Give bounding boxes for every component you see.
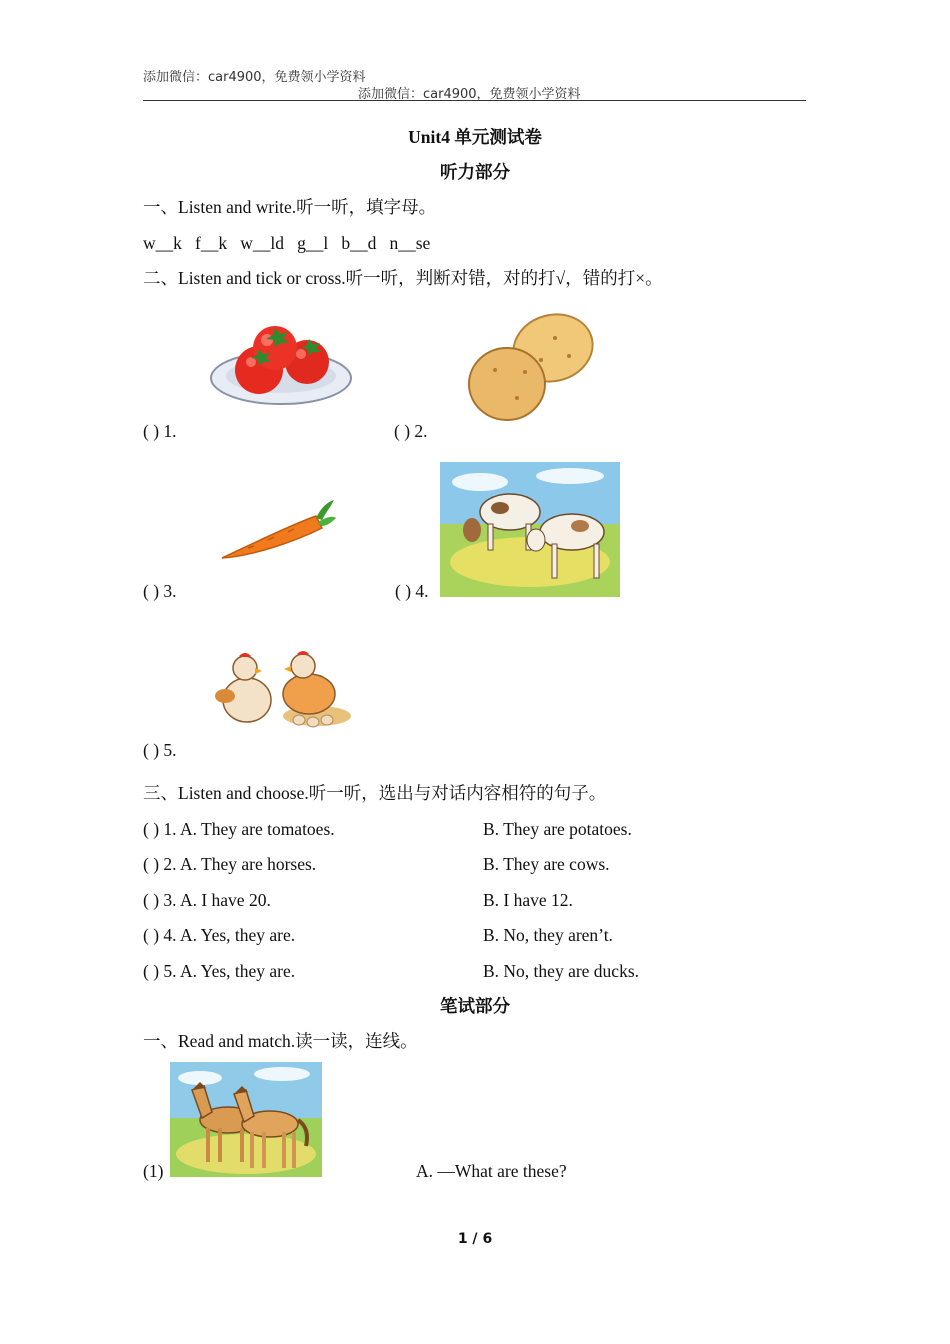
horses-in-field-icon [170,1062,322,1177]
header-watermark-1: 添加微信：car4900，免费领小学资料 [143,70,366,85]
page-number [0,1231,950,1247]
tomatoes-on-plate-icon [209,318,354,408]
section3-instruction: 三、Listen and choose.听一听，选出与对话内容相符的句子。 [143,783,607,803]
tick-item-2-label: ( ) 2. [394,421,428,441]
tick-item-1-label: ( ) 1. [143,421,177,441]
tick-item-3-label: ( ) 3. [143,581,177,601]
carrot-icon [218,498,338,564]
tick-item-4-label: ( ) 4. [395,581,429,601]
choice-q3-option-b: B. I have 12. [483,890,573,910]
hens-with-eggs-icon [207,650,353,732]
section1-instruction: 一、Listen and write.听一听，填字母。 [143,197,437,217]
choice-q2-option-a: ( ) 2. A. They are horses. [143,854,317,874]
match-item-1-label: (1) [143,1161,164,1181]
writing1-instruction: 一、Read and match.读一读，连线。 [143,1031,418,1051]
section1-words: w__k f__k w__ld g__l b__d n__se [143,233,431,253]
potatoes-icon [465,310,597,426]
listening-heading: 听力部分 [440,162,510,182]
page-current: 1 [457,1231,468,1247]
page-title: Unit4 单元测试卷 [408,127,542,147]
writing-heading: 笔试部分 [440,996,510,1016]
choice-q5-option-a: ( ) 5. A. Yes, they are. [143,961,296,981]
choice-q5-option-b: B. No, they are ducks. [483,961,640,981]
choice-q4-option-b: B. No, they aren’t. [483,925,613,945]
choice-q3-option-a: ( ) 3. A. I have 20. [143,890,271,910]
match-option-a: A. —What are these? [416,1161,567,1181]
choice-q2-option-b: B. They are cows. [483,854,610,874]
tick-item-5-label: ( ) 5. [143,740,177,760]
header-rule [143,100,806,101]
page-separator: / [467,1231,483,1247]
choice-q1-option-b: B. They are potatoes. [483,819,632,839]
header-watermark-2: 添加微信：car4900，免费领小学资料 [358,87,581,102]
choice-q1-option-a: ( ) 1. A. They are tomatoes. [143,819,335,839]
section2-instruction: 二、Listen and tick or cross.听一听，判断对错，对的打√，错的打×。 [143,268,663,288]
cows-in-field-icon [440,462,620,597]
choice-q4-option-a: ( ) 4. A. Yes, they are. [143,925,296,945]
page-total: 6 [482,1231,493,1247]
